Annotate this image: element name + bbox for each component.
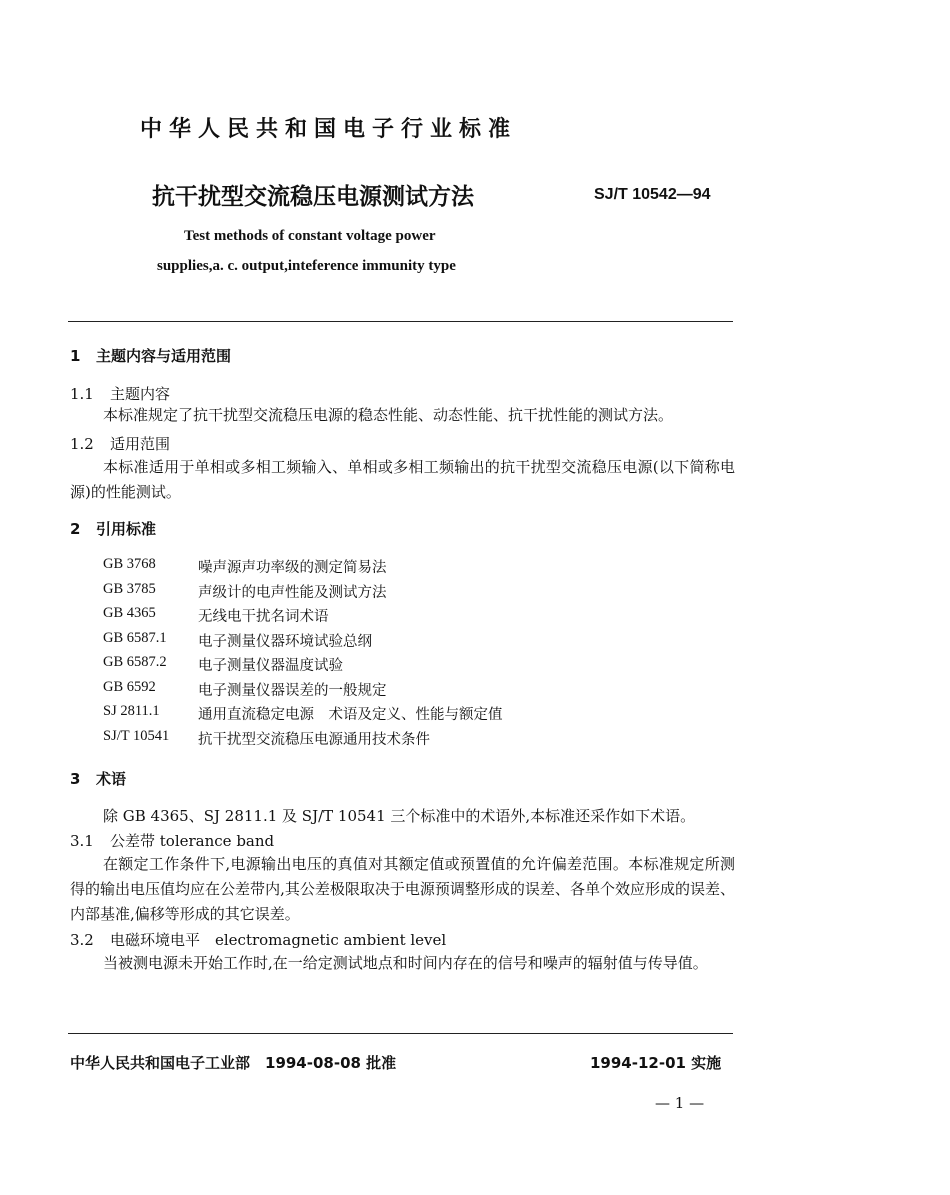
section-1-1-heading: [70, 383, 170, 404]
approval-info: 中华人民共和国电子工业部 1994-08-08 批准: [70, 1054, 397, 1072]
standard-number: SJ/T 10542—94: [594, 186, 711, 203]
section-1-2-heading: [70, 433, 170, 454]
page-number: — 1 —: [655, 1094, 705, 1112]
reference-code: GB 6587.1: [103, 629, 167, 646]
reference-title: 电子测量仪器误差的一般规定: [198, 682, 387, 699]
reference-row: [103, 654, 503, 679]
english-title-line2: supplies,a. c. output,inteference immunity type: [157, 258, 456, 274]
section-number: 1: [70, 347, 81, 365]
section-number: 3: [70, 770, 81, 788]
section-1-1-text: 本标准规定了抗干扰型交流稳压电源的稳态性能、动态性能、抗干扰性能的测试方法。: [103, 406, 674, 424]
section-number: 1.2: [70, 435, 94, 453]
reference-code: GB 6592: [103, 678, 156, 695]
section-3-1-heading: [70, 830, 274, 851]
reference-row: [103, 728, 503, 753]
reference-title: 噪声源声功率级的测定简易法: [198, 560, 387, 576]
reference-row: [103, 605, 503, 630]
reference-title: 电子测量仪器环境试验总纲: [198, 633, 372, 650]
reference-code: GB 3768: [103, 556, 156, 572]
section-title: 主题内容: [110, 385, 171, 403]
effective-date: 1994-12-01 实施: [590, 1054, 722, 1072]
reference-code: SJ 2811.1: [103, 703, 160, 719]
reference-code: GB 6587.2: [103, 654, 167, 670]
header-divider: [68, 321, 733, 322]
section-2-heading: [70, 518, 156, 539]
reference-code: GB 4365: [103, 605, 156, 621]
section-number: 3.2: [70, 931, 94, 949]
footer-divider: [68, 1033, 733, 1034]
section-title: 术语: [96, 770, 127, 788]
reference-title: 电子测量仪器温度试验: [198, 658, 343, 674]
section-title: 适用范围: [110, 435, 171, 453]
reference-code: GB 3785: [103, 580, 156, 597]
reference-code: SJ/T 10541: [103, 727, 170, 744]
section-1-heading: [70, 345, 231, 366]
section-3-intro: 除 GB 4365、SJ 2811.1 及 SJ/T 10541 三个标准中的术语外,本标准还采作如下术语。: [103, 807, 696, 825]
section-3-1-text: 在额定工作条件下,电源输出电压的真值对其额定值或预置值的允许偏差范围。本标准规定所测得的输出电压值均应在公差带内,其公差极限取决于电源预调整形成的误差、各单个效应形成的误差、内部基准,偏移等形成的其它误差。: [70, 855, 735, 923]
section-title: 主题内容与适用范围: [96, 347, 232, 365]
section-title: 电磁环境电平 electromagnetic ambient level: [110, 931, 447, 949]
section-number: 2: [70, 520, 81, 538]
section-title: 公差带 tolerance band: [110, 832, 275, 850]
section-3-heading: [70, 768, 126, 789]
standard-org-header: 中华人民共和国电子行业标准: [140, 117, 518, 142]
reference-title: 声级计的电声性能及测试方法: [198, 584, 387, 601]
section-number: 1.1: [70, 385, 94, 403]
reference-row: [103, 556, 503, 581]
reference-row: [103, 630, 503, 655]
section-number: 3.1: [70, 832, 94, 850]
reference-list: [103, 556, 503, 752]
reference-title: 抗干扰型交流稳压电源通用技术条件: [198, 731, 430, 748]
reference-row: [103, 581, 503, 606]
english-title-line1: Test methods of constant voltage power: [184, 228, 436, 244]
reference-title: 无线电干扰名词术语: [198, 609, 329, 625]
section-3-2-heading: [70, 929, 446, 950]
section-title: 引用标准: [96, 520, 157, 538]
section-1-2-text: 本标准适用于单相或多相工频输入、单相或多相工频输出的抗干扰型交流稳压电源(以下简称电源)的性能测试。: [70, 458, 735, 501]
reference-row: [103, 679, 503, 704]
reference-row: [103, 703, 503, 728]
document-title: 抗干扰型交流稳压电源测试方法: [152, 184, 474, 210]
reference-title: 通用直流稳定电源 术语及定义、性能与额定值: [198, 707, 503, 723]
section-3-2-text: 当被测电源未开始工作时,在一给定测试地点和时间内存在的信号和噪声的辐射值与传导值。: [103, 954, 708, 972]
